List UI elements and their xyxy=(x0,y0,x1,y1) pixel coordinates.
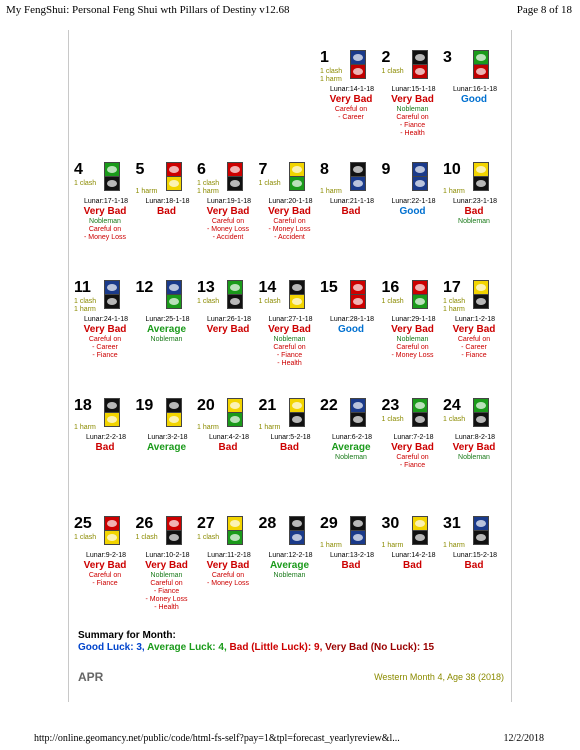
day-tag: 1 clash xyxy=(443,416,466,423)
day-tag: 1 harm xyxy=(258,424,281,431)
day-number: 26 xyxy=(135,515,154,532)
day-pillar-icon xyxy=(473,280,489,308)
calendar-empty-cell xyxy=(136,50,198,168)
careful-item: - Fiance xyxy=(399,462,426,469)
day-pillar-icon xyxy=(412,280,428,308)
day-tag: 1 clash xyxy=(197,534,220,541)
calendar-week xyxy=(74,398,506,516)
day-number: 2 xyxy=(381,49,391,66)
bad-luck-count: 9 xyxy=(314,642,320,653)
day-notes xyxy=(257,572,323,580)
day-pillar-icon xyxy=(473,50,489,78)
careful-on-label: Careful on xyxy=(88,336,122,343)
luck-rating: Good xyxy=(337,324,365,335)
luck-rating: Very Bad xyxy=(329,94,373,105)
luck-rating: Very Bad xyxy=(391,94,434,105)
calendar-day-cell xyxy=(136,516,198,634)
calendar-day-cell xyxy=(74,398,136,516)
day-number: 12 xyxy=(135,279,154,296)
careful-on-label: Careful on xyxy=(211,218,245,225)
day-pillar-icon xyxy=(350,280,366,308)
good-luck-label: Good Luck: xyxy=(78,642,134,653)
calendar-day-cell xyxy=(443,162,505,280)
day-notes xyxy=(72,218,138,242)
day-number: 29 xyxy=(320,515,338,532)
day-tag: 1 harm xyxy=(74,424,96,431)
very-bad-luck-label: Very Bad (No Luck): xyxy=(325,642,421,653)
day-pillar-icon xyxy=(166,516,182,544)
day-tag: 1 clash xyxy=(320,68,343,75)
luck-rating: Good xyxy=(460,94,488,105)
careful-item: - Career xyxy=(92,344,118,351)
day-number: 16 xyxy=(381,279,400,296)
day-number: 4 xyxy=(74,161,83,178)
calendar-week xyxy=(74,280,506,398)
day-pillar-icon xyxy=(289,162,305,190)
print-footer-date: 12/2/2018 xyxy=(503,733,544,744)
day-notes xyxy=(195,572,261,588)
summary-counts: Good Luck: 3, Average Luck: 4, Bad (Little Luck): 9, Very Bad (No Luck): 15 xyxy=(78,642,435,653)
lunar-date: Lunar:9-2-18 xyxy=(85,552,127,559)
day-tag: 1 clash xyxy=(381,68,404,75)
day-notes xyxy=(195,218,261,242)
lunar-date: Lunar:22-1-18 xyxy=(391,198,436,205)
day-number: 9 xyxy=(381,161,391,178)
careful-item: - Accident xyxy=(274,234,305,241)
careful-item: - Money Loss xyxy=(268,226,311,233)
luck-rating: Very Bad xyxy=(206,324,250,335)
day-number: 22 xyxy=(320,397,338,414)
careful-item: - Fiance xyxy=(461,352,487,359)
nobleman-label: Nobleman xyxy=(150,572,183,579)
calendar-day-cell xyxy=(259,162,321,280)
careful-item: - Health xyxy=(400,130,425,137)
calendar-empty-cell xyxy=(197,50,259,168)
calendar-day-cell xyxy=(197,280,259,398)
day-tag: 1 clash xyxy=(135,534,158,541)
luck-rating: Very Bad xyxy=(83,560,127,571)
print-header-title: My FengShui: Personal Feng Shui wth Pillars of Destiny v12.68 xyxy=(6,4,290,16)
day-number: 8 xyxy=(320,161,329,178)
luck-rating: Very Bad xyxy=(452,442,496,453)
day-pillar-icon xyxy=(289,398,305,426)
careful-item: - Money Loss xyxy=(83,234,127,241)
day-pillar-icon xyxy=(227,516,243,544)
calendar-day-cell xyxy=(259,398,321,516)
calendar-day-cell xyxy=(320,516,382,634)
calendar-day-cell xyxy=(320,162,382,280)
careful-item: - Money Loss xyxy=(206,580,250,587)
day-number: 10 xyxy=(443,161,461,178)
calendar-day-cell xyxy=(74,516,136,634)
calendar-day-cell xyxy=(74,280,136,398)
lunar-date: Lunar:19-1-18 xyxy=(207,198,251,205)
lunar-date: Lunar:21-1-18 xyxy=(330,198,374,205)
day-pillar-icon xyxy=(473,398,489,426)
print-header-page: Page 8 of 18 xyxy=(516,4,572,16)
calendar-day-cell xyxy=(197,516,259,634)
careful-on-label: Careful on xyxy=(396,114,429,121)
calendar-day-cell xyxy=(197,162,259,280)
luck-rating: Bad xyxy=(157,206,176,217)
nobleman-label: Nobleman xyxy=(150,336,183,343)
day-pillar-icon xyxy=(104,280,120,308)
lunar-date: Lunar:23-1-18 xyxy=(453,198,497,205)
day-number: 23 xyxy=(381,397,400,414)
day-pillar-icon xyxy=(104,162,120,190)
day-pillar-icon xyxy=(104,516,120,544)
luck-rating: Very Bad xyxy=(145,560,188,571)
day-notes xyxy=(380,106,446,138)
day-notes xyxy=(72,572,138,588)
luck-rating: Average xyxy=(331,442,371,453)
luck-rating: Bad xyxy=(218,442,238,453)
very-bad-luck-count: 15 xyxy=(422,642,435,653)
day-notes xyxy=(441,218,507,226)
luck-rating: Very Bad xyxy=(83,324,127,335)
lunar-date: Lunar:5-2-18 xyxy=(270,434,311,441)
day-pillar-icon xyxy=(350,162,366,190)
calendar-day-cell xyxy=(259,280,321,398)
careful-on-label: Careful on xyxy=(150,580,183,587)
nobleman-label: Nobleman xyxy=(396,106,429,113)
careful-item: - Career xyxy=(461,344,487,351)
lunar-date: Lunar:16-1-18 xyxy=(453,86,497,93)
careful-item: - Health xyxy=(154,604,179,611)
calendar-day-cell xyxy=(382,516,444,634)
careful-on-label: Careful on xyxy=(273,344,306,351)
lunar-date: Lunar:18-1-18 xyxy=(145,198,190,205)
nobleman-label: Nobleman xyxy=(396,336,429,343)
good-luck-count: 3 xyxy=(136,642,142,653)
nobleman-label: Nobleman xyxy=(273,572,306,579)
luck-rating: Very Bad xyxy=(268,324,311,335)
calendar-day-cell xyxy=(197,398,259,516)
day-pillar-icon xyxy=(166,162,182,190)
lunar-date: Lunar:10-2-18 xyxy=(145,552,190,559)
average-luck-label: Average Luck: xyxy=(147,642,216,653)
luck-rating: Good xyxy=(399,206,426,217)
day-tag: 1 harm xyxy=(135,188,158,195)
luck-rating: Bad xyxy=(341,206,361,217)
day-number: 1 xyxy=(320,49,329,66)
day-number: 7 xyxy=(258,161,268,178)
nobleman-label: Nobleman xyxy=(273,336,306,343)
day-number: 17 xyxy=(443,279,461,296)
luck-rating: Average xyxy=(146,442,187,453)
day-number: 27 xyxy=(197,515,215,532)
luck-rating: Bad xyxy=(95,442,115,453)
careful-item: - Accident xyxy=(212,234,244,241)
lunar-date: Lunar:12-2-18 xyxy=(268,552,313,559)
day-pillar-icon xyxy=(350,50,366,78)
day-pillar-icon xyxy=(227,398,243,426)
day-notes xyxy=(134,336,200,344)
calendar-day-cell xyxy=(136,162,198,280)
careful-on-label: Careful on xyxy=(273,218,306,225)
careful-on-label: Careful on xyxy=(457,336,491,343)
luck-rating: Bad xyxy=(464,206,484,217)
calendar-day-cell xyxy=(382,162,444,280)
day-pillar-icon xyxy=(227,162,243,190)
lunar-date: Lunar:15-2-18 xyxy=(453,552,497,559)
calendar-day-cell xyxy=(382,50,444,168)
day-pillar-icon xyxy=(350,516,366,544)
luck-rating: Bad xyxy=(280,442,299,453)
calendar-day-cell xyxy=(320,398,382,516)
day-tag: 1 clash xyxy=(197,180,220,187)
day-notes xyxy=(257,218,323,242)
lunar-date: Lunar:4-2-18 xyxy=(208,434,250,441)
day-tag: 1 clash xyxy=(197,298,220,305)
day-tag: 1 clash xyxy=(258,180,281,187)
lunar-date: Lunar:26-1-18 xyxy=(207,316,251,323)
calendar-day-cell xyxy=(443,516,505,634)
day-tag: 1 harm xyxy=(320,188,342,195)
luck-rating: Bad xyxy=(403,560,422,571)
careful-item: - Health xyxy=(277,360,302,367)
day-notes xyxy=(441,454,507,462)
day-number: 28 xyxy=(258,515,277,532)
luck-rating: Very Bad xyxy=(452,324,496,335)
lunar-date: Lunar:29-1-18 xyxy=(391,316,436,323)
calendar-day-cell xyxy=(320,280,382,398)
month-label: APR xyxy=(78,670,104,684)
calendar-day-cell xyxy=(259,516,321,634)
lunar-date: Lunar:14-2-18 xyxy=(391,552,436,559)
day-pillar-icon xyxy=(166,398,182,426)
day-notes xyxy=(380,454,446,470)
day-tag: 1 clash xyxy=(443,298,466,305)
careful-item: - Money Loss xyxy=(206,226,250,233)
day-number: 19 xyxy=(135,397,154,414)
day-tag: 1 clash xyxy=(381,298,404,305)
calendar-week xyxy=(74,516,506,634)
day-notes xyxy=(380,336,446,360)
luck-rating: Very Bad xyxy=(268,206,311,217)
bad-luck-label: Bad (Little Luck): xyxy=(229,642,312,653)
day-pillar-icon xyxy=(289,516,305,544)
day-number: 31 xyxy=(443,515,461,532)
calendar-week xyxy=(74,162,506,280)
careful-item: - Money Loss xyxy=(391,352,434,359)
day-number: 13 xyxy=(197,279,215,296)
calendar-day-cell xyxy=(136,398,198,516)
lunar-date: Lunar:1-2-18 xyxy=(454,316,496,323)
day-number: 15 xyxy=(320,279,338,296)
day-tag: 1 harm xyxy=(443,306,465,313)
day-pillar-icon xyxy=(412,516,428,544)
calendar-day-cell xyxy=(382,398,444,516)
careful-on-label: Careful on xyxy=(88,572,122,579)
careful-item: - Fiance xyxy=(153,588,180,595)
day-pillar-icon xyxy=(412,398,428,426)
careful-on-label: Careful on xyxy=(88,226,122,233)
lunar-date: Lunar:15-1-18 xyxy=(391,86,436,93)
calendar-empty-cell xyxy=(259,50,321,168)
careful-on-label: Careful on xyxy=(211,572,245,579)
day-tag: 1 clash xyxy=(74,534,97,541)
calendar-day-cell xyxy=(382,280,444,398)
day-tag: 1 clash xyxy=(381,416,404,423)
luck-rating: Average xyxy=(146,324,187,335)
calendar-day-cell xyxy=(74,162,136,280)
day-pillar-icon xyxy=(412,50,428,78)
average-luck-count: 4 xyxy=(218,642,224,653)
nobleman-label: Nobleman xyxy=(458,454,490,461)
lunar-date: Lunar:25-1-18 xyxy=(145,316,190,323)
lunar-date: Lunar:17-1-18 xyxy=(84,198,128,205)
day-number: 24 xyxy=(443,397,461,414)
day-tag: 1 harm xyxy=(197,188,219,195)
lunar-date: Lunar:11-2-18 xyxy=(207,552,251,559)
luck-rating: Bad xyxy=(341,560,361,571)
day-pillar-icon xyxy=(104,398,120,426)
luck-rating: Very Bad xyxy=(391,324,434,335)
lunar-date: Lunar:28-1-18 xyxy=(330,316,374,323)
day-number: 14 xyxy=(258,279,277,296)
luck-rating: Very Bad xyxy=(83,206,127,217)
nobleman-label: Nobleman xyxy=(458,218,490,225)
nobleman-label: Nobleman xyxy=(89,218,121,225)
careful-on-label: Careful on xyxy=(334,106,368,113)
lunar-date: Lunar:8-2-18 xyxy=(454,434,496,441)
day-notes xyxy=(257,336,323,368)
careful-item: - Fiance xyxy=(92,352,118,359)
careful-item: - Fiance xyxy=(399,122,426,129)
month-summary xyxy=(78,630,508,654)
day-pillar-icon xyxy=(166,280,182,308)
day-tag: 1 harm xyxy=(443,542,465,549)
calendar-empty-cell xyxy=(74,50,136,168)
day-number: 20 xyxy=(197,397,215,414)
day-notes xyxy=(441,336,507,360)
day-notes xyxy=(318,454,384,462)
lunar-date: Lunar:13-2-18 xyxy=(330,552,374,559)
lunar-date: Lunar:27-1-18 xyxy=(268,316,313,323)
day-tag: 1 harm xyxy=(320,76,342,83)
luck-rating: Very Bad xyxy=(391,442,434,453)
luck-rating: Very Bad xyxy=(206,206,250,217)
lunar-date: Lunar:2-2-18 xyxy=(85,434,127,441)
month-info: Western Month 4, Age 38 (2018) xyxy=(374,672,504,682)
day-pillar-icon xyxy=(412,162,428,190)
calendar-day-cell xyxy=(136,280,198,398)
day-notes xyxy=(72,336,138,360)
day-pillar-icon xyxy=(350,398,366,426)
day-number: 6 xyxy=(197,161,206,178)
day-pillar-icon xyxy=(473,516,489,544)
day-number: 5 xyxy=(135,161,145,178)
careful-item: - Money Loss xyxy=(145,596,188,603)
day-notes xyxy=(134,572,200,612)
day-number: 18 xyxy=(74,397,92,414)
calendar-day-cell xyxy=(443,280,505,398)
day-tag: 1 clash xyxy=(258,298,281,305)
day-pillar-icon xyxy=(473,162,489,190)
luck-rating: Very Bad xyxy=(206,560,250,571)
careful-on-label: Careful on xyxy=(396,454,429,461)
day-tag: 1 harm xyxy=(197,424,219,431)
lunar-date: Lunar:3-2-18 xyxy=(147,434,188,441)
day-tag: 1 clash xyxy=(74,180,97,187)
calendar-day-cell xyxy=(443,398,505,516)
day-number: 30 xyxy=(381,515,400,532)
day-tag: 1 harm xyxy=(74,306,96,313)
calendar-week xyxy=(74,50,506,168)
careful-item: - Fiance xyxy=(276,352,303,359)
lunar-date: Lunar:20-1-18 xyxy=(268,198,313,205)
day-tag: 1 harm xyxy=(320,542,342,549)
day-notes xyxy=(318,106,384,122)
day-number: 21 xyxy=(258,397,277,414)
day-number: 3 xyxy=(443,49,452,66)
day-pillar-icon xyxy=(289,280,305,308)
careful-item: - Career xyxy=(338,114,364,121)
careful-item: - Fiance xyxy=(92,580,118,587)
day-tag: 1 harm xyxy=(381,542,404,549)
day-number: 25 xyxy=(74,515,92,532)
lunar-date: Lunar:7-2-18 xyxy=(393,434,434,441)
day-tag: 1 clash xyxy=(74,298,97,305)
luck-rating: Average xyxy=(269,560,310,571)
luck-rating: Bad xyxy=(464,560,484,571)
print-footer-url: http://online.geomancy.net/public/code/html-fs-self?pay=1&tpl=forecast_yearlyreview&l... xyxy=(34,733,400,744)
day-number: 11 xyxy=(74,279,91,296)
nobleman-label: Nobleman xyxy=(335,454,367,461)
day-pillar-icon xyxy=(227,280,243,308)
lunar-date: Lunar:14-1-18 xyxy=(330,86,374,93)
summary-title: Summary for Month: xyxy=(78,630,176,641)
lunar-date: Lunar:6-2-18 xyxy=(331,434,373,441)
calendar-day-cell xyxy=(320,50,382,168)
calendar-day-cell xyxy=(443,50,505,168)
lunar-date: Lunar:24-1-18 xyxy=(84,316,128,323)
day-tag: 1 harm xyxy=(443,188,465,195)
careful-on-label: Careful on xyxy=(396,344,429,351)
